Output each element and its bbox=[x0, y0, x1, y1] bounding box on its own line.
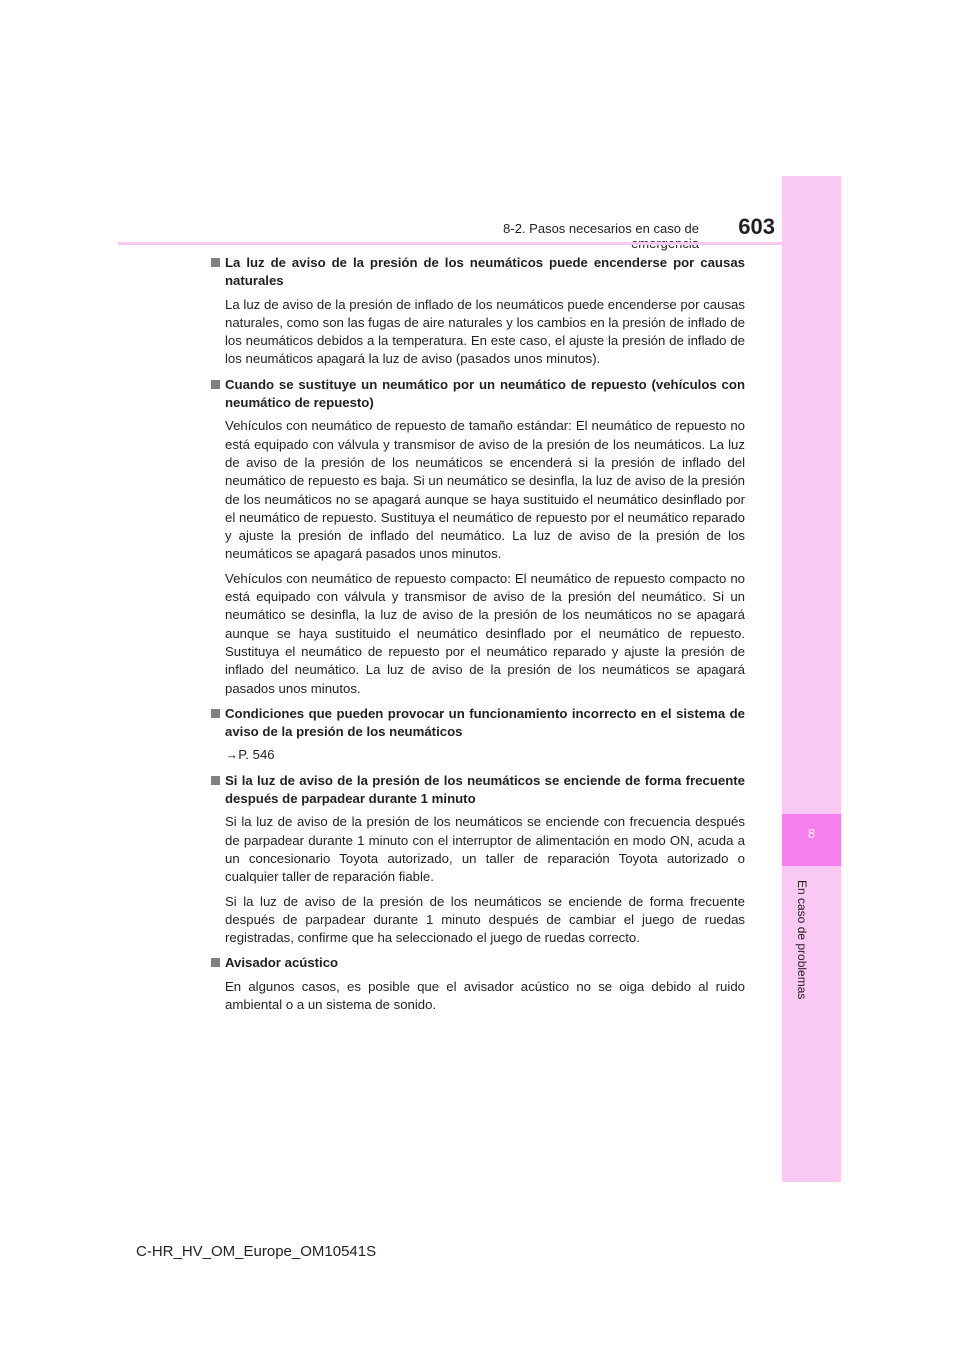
header-section-title: 8-2. Pasos necesarios en caso de bbox=[503, 221, 699, 236]
square-bullet-icon bbox=[211, 380, 220, 389]
footer-doc-id: C-HR_HV_OM_Europe_OM10541S bbox=[136, 1243, 377, 1260]
square-bullet-icon bbox=[211, 709, 220, 718]
section-paragraph: Si la luz de aviso de la presión de los neumáticos se enciende con frecuencia después de parpadear durante 1 minuto con el interruptor de alimentación en modo ON, acuda a un concesionario Toyota autorizado, un taller de reparación Toyota autorizado o cualquier taller de reparación fiable. bbox=[225, 814, 745, 885]
section-item bbox=[211, 705, 745, 765]
square-bullet-icon bbox=[211, 958, 220, 967]
section-heading: La luz de aviso de la presión de los neumáticos puede encenderse por causas naturales bbox=[225, 255, 745, 289]
section-heading: Avisador acústico bbox=[225, 955, 339, 971]
square-bullet-icon bbox=[211, 776, 220, 785]
page-content bbox=[211, 254, 745, 1021]
section-heading: Cuando se sustituye un neumático por un neumático de repuesto (vehículos con neumático de repuesto) bbox=[225, 376, 745, 411]
section-paragraph: Vehículos con neumático de repuesto compacto: El neumático de repuesto compacto no está equipado con válvula y transmisor de aviso de la presión del neumático. Si un neumático se desinfla, la luz de aviso de la presión de los neumáticos no se apagará aunque se haya sustituido el neumático desinflado por el neumático de repuesto. Sustituya el neumático de repuesto por el neumático reparado y ajuste la presión de inflado del neumático. La luz de aviso de la presión de los neumáticos se apagará pasados unos minutos. bbox=[225, 570, 745, 696]
section-item bbox=[211, 376, 745, 698]
chapter-title: En caso de problemas bbox=[795, 880, 809, 1000]
section-item bbox=[211, 954, 745, 1014]
section-item bbox=[211, 772, 745, 948]
chapter-side-tab bbox=[782, 176, 841, 1182]
section-heading: Condiciones que pueden provocar un funcionamiento incorrecto en el sistema de aviso de la presión de los neumáticos bbox=[225, 705, 745, 740]
page-reference: →P. 546 bbox=[225, 747, 275, 763]
section-heading: Si la luz de aviso de la presión de los neumáticos se enciende de forma frecuente después de parpadear durante 1 minuto bbox=[225, 772, 745, 807]
header-rule bbox=[118, 242, 841, 245]
section-item bbox=[211, 254, 745, 369]
section-paragraph: En algunos casos, es posible que el avisador acústico no se oiga debido al ruido ambiental o a un sistema de sonido. bbox=[225, 978, 745, 1012]
square-bullet-icon bbox=[211, 258, 220, 267]
chapter-number: 8 bbox=[807, 826, 816, 841]
page-number: 603 bbox=[738, 214, 775, 239]
section-paragraph: La luz de aviso de la presión de inflado de los neumáticos puede encenderse por causas naturales, como son las fugas de aire naturales y los cambios en la presión de inflado de los neumáticos debidos a la temperatura. En este caso, el ajuste la presión de inflado de los neumáticos apagará la luz de aviso (pasados unos minutos). bbox=[225, 296, 745, 367]
section-paragraph: Vehículos con neumático de repuesto de tamaño estándar: El neumático de repuesto no está equipado con válvula y transmisor de aviso de la presión de los neumáticos. La luz de aviso de la presión de los neumáticos se encenderá si la presión de inflado del neumático de repuesto es baja. Si un neumático se desinfla, la luz de aviso de la presión de los neumáticos no se apagará aunque se haya sustituido el neumático desinflado por el neumático de repuesto. Sustituya el neumático de repuesto por el neumático reparado y ajuste la presión de inflado del neumático. La luz de aviso de la presión de los neumáticos se apagará pasados unos minutos. bbox=[225, 418, 745, 562]
section-paragraph: Si la luz de aviso de la presión de los neumáticos se enciende de forma frecuente después de parpadear durante 1 minuto después de cambiar el juego de ruedas registradas, confirme que ha seleccionado el juego de ruedas correcto. bbox=[225, 893, 745, 946]
